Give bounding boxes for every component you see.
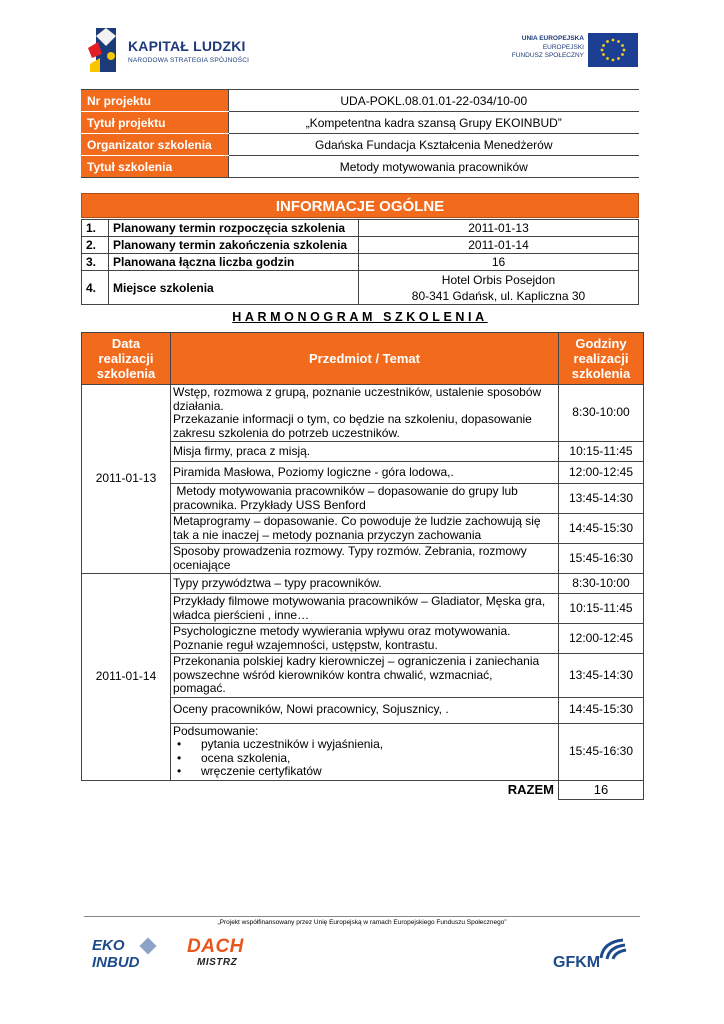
bullet-text: wręczenie certyfikatów xyxy=(201,764,322,778)
total-value: 16 xyxy=(559,780,644,799)
topic-cell xyxy=(171,514,559,544)
summary-bullet xyxy=(173,765,556,779)
eu-line3: FUNDUSZ SPOŁECZNY xyxy=(511,52,584,59)
ekoinbud-line1: EKO xyxy=(92,937,125,954)
general-num: 1. xyxy=(82,220,109,237)
project-info-table xyxy=(81,89,639,178)
topic-cell xyxy=(171,624,559,654)
general-label: Planowana łączna liczba godzin xyxy=(109,254,359,271)
dach-mistrz-line2: MISTRZ xyxy=(197,957,238,968)
topic-line: Metody motywowania pracowników – dopasowanie do grupy lub xyxy=(173,484,518,498)
topic-line: działania. xyxy=(173,398,224,413)
topic-line: Przekazanie informacji o tym, co będzie na szkoleniu, dopasowanie xyxy=(173,412,532,426)
summary-intro: Podsumowanie: xyxy=(173,723,259,738)
topic-line: Psychologiczne metody wywierania wpływu oraz motywowania. xyxy=(173,624,511,638)
bullet-text: ocena szkolenia, xyxy=(201,750,291,765)
eu-line2: EUROPEJSKI xyxy=(542,43,584,51)
topic-line: zakresu szkolenia do potrzeb uczestników. xyxy=(173,425,400,440)
project-row xyxy=(81,134,639,156)
gfkm-logo xyxy=(553,938,633,974)
project-row xyxy=(81,156,639,178)
table-row xyxy=(82,574,644,594)
topic-line: powszechne wśród kierowników kontra chwalić, wzmacniać, xyxy=(173,667,493,682)
summary-bullet xyxy=(173,738,556,752)
eu-logo xyxy=(508,33,638,69)
venue-line2: 80-341 Gdańsk, ul. Kapliczna 30 xyxy=(411,288,586,303)
footer-divider xyxy=(84,916,640,917)
general-row xyxy=(82,254,639,271)
hours-cell: 14:45-15:30 xyxy=(559,697,644,723)
project-row xyxy=(81,90,639,112)
schedule-table xyxy=(81,332,644,800)
topic-line: Piramida Masłowa, Poziomy logiczne - góra lodowa,. xyxy=(173,464,454,479)
hours-cell: 10:15-11:45 xyxy=(559,594,644,624)
day1-date: 2011-01-13 xyxy=(82,385,171,574)
col-topic-header: Przedmiot / Temat xyxy=(171,333,559,385)
project-label: Tytuł projektu xyxy=(81,112,228,134)
topic-cell xyxy=(171,654,559,698)
hours-cell: 12:00-12:45 xyxy=(559,624,644,654)
topic-cell xyxy=(171,484,559,514)
table-row xyxy=(82,385,644,442)
col-date-line: szkolenia xyxy=(96,366,156,381)
topic-line: Poznanie reguł wzajemności, ustępstw, kontrastu. xyxy=(173,637,438,652)
general-value: 2011-01-14 xyxy=(359,237,639,254)
topic-cell xyxy=(171,442,559,462)
general-info-table xyxy=(81,219,639,305)
topic-cell xyxy=(171,723,559,780)
general-row xyxy=(82,271,639,305)
general-info-heading: INFORMACJE OGÓLNE xyxy=(81,193,639,218)
topic-line: Oceny pracowników, Nowi pracownicy, Sojusznicy, . xyxy=(173,702,449,717)
col-hours-line: szkolenia xyxy=(571,366,631,381)
hours-cell: 13:45-14:30 xyxy=(559,654,644,698)
hours-cell: 15:45-16:30 xyxy=(559,544,644,574)
kapital-ludzki-logo xyxy=(88,26,258,76)
col-hours-line: Godziny xyxy=(575,336,627,351)
col-date-header xyxy=(82,333,171,385)
col-date-line: Data xyxy=(111,336,141,351)
ekoinbud-diamond-icon xyxy=(140,938,157,955)
topic-line: Przekonania polskiej kadry kierowniczej – ograniczenia i zaniechania xyxy=(173,654,540,668)
project-value: Metody motywowania pracowników xyxy=(228,156,639,178)
general-value: 2011-01-13 xyxy=(359,220,639,237)
topic-line: Typy przywództwa – typy pracowników. xyxy=(173,575,382,590)
bullet-icon: • xyxy=(177,764,182,778)
eu-flag-icon xyxy=(588,33,638,67)
project-value: Gdańska Fundacja Kształcenia Menedżerów xyxy=(228,134,639,156)
general-label: Miejsce szkolenia xyxy=(109,271,359,305)
general-num: 2. xyxy=(82,237,109,254)
kapital-ludzki-subtitle: NARODOWA STRATEGIA SPÓJNOŚCI xyxy=(128,57,250,64)
topic-line: tak a nie inaczej – metody poznania przyczyn zachowania xyxy=(173,527,482,542)
summary-bullet xyxy=(173,752,556,766)
project-row xyxy=(81,112,639,134)
hours-cell: 14:45-15:30 xyxy=(559,514,644,544)
topic-cell xyxy=(171,385,559,442)
general-row xyxy=(82,237,639,254)
kapital-ludzki-icon xyxy=(88,26,124,74)
col-hours-line: realizacji xyxy=(573,351,629,366)
schedule-header-row xyxy=(82,333,644,385)
total-row xyxy=(82,780,644,799)
topic-line: władca pierścieni , inne… xyxy=(173,607,310,622)
topic-line: oceniające xyxy=(173,557,231,572)
eu-line1: UNIA EUROPEJSKA xyxy=(521,35,584,42)
total-spacer xyxy=(82,780,171,799)
general-label: Planowany termin rozpoczęcia szkolenia xyxy=(109,220,359,237)
bullet-icon: • xyxy=(177,750,182,765)
topic-cell xyxy=(171,574,559,594)
general-num: 4. xyxy=(82,271,109,305)
ekoinbud-line2: INBUD xyxy=(92,954,140,971)
bullet-icon: • xyxy=(177,737,182,751)
hours-cell: 13:45-14:30 xyxy=(559,484,644,514)
general-value: 16 xyxy=(359,254,639,271)
col-date-line: realizacji xyxy=(98,351,154,366)
eu-logo-text xyxy=(512,35,584,61)
project-value: UDA-POKL.08.01.01-22-034/10-00 xyxy=(228,90,639,112)
col-hours-header xyxy=(559,333,644,385)
kapital-ludzki-title: KAPITAŁ LUDZKI xyxy=(128,38,246,54)
dach-mistrz-line1: DACH xyxy=(187,936,244,957)
day2-date: 2011-01-14 xyxy=(82,574,171,781)
topic-line: Misja firmy, praca z misją. xyxy=(173,443,311,458)
schedule-title: HARMONOGRAM SZKOLENIA xyxy=(232,310,488,324)
hours-cell: 8:30-10:00 xyxy=(559,385,644,442)
dach-mistrz-logo xyxy=(183,936,273,974)
topic-line: Sposoby prowadzenia rozmowy. Typy rozmów. Zebrania, rozmowy xyxy=(173,544,527,558)
general-num: 3. xyxy=(82,254,109,271)
total-label: RAZEM xyxy=(507,782,554,797)
hours-cell: 8:30-10:00 xyxy=(559,574,644,594)
hours-cell: 10:15-11:45 xyxy=(559,442,644,462)
topic-line: pomagać. xyxy=(173,681,226,695)
topic-cell xyxy=(171,594,559,624)
topic-line: pracownika. Przykłady USS Benford xyxy=(173,497,366,512)
hours-cell: 12:00-12:45 xyxy=(559,462,644,484)
general-value xyxy=(359,271,639,305)
project-value: „Kompetentna kadra szansą Grupy EKOINBUD” xyxy=(228,112,639,134)
gfkm-globe-icon xyxy=(597,938,627,960)
topic-cell xyxy=(171,462,559,484)
gfkm-text: GFKM xyxy=(553,954,601,971)
project-label: Organizator szkolenia xyxy=(81,134,228,156)
ekoinbud-logo xyxy=(92,937,162,973)
topic-line: Przykłady filmowe motywowania pracowników – Gladiator, Męska gra, xyxy=(173,594,546,608)
bullet-text: pytania uczestników i wyjaśnienia, xyxy=(201,737,384,751)
topic-cell xyxy=(171,544,559,574)
venue-line1: Hotel Orbis Posejdon xyxy=(441,272,556,287)
project-label: Tytuł szkolenia xyxy=(81,156,228,178)
general-row xyxy=(82,220,639,237)
topic-cell xyxy=(171,697,559,723)
hours-cell: 15:45-16:30 xyxy=(559,723,644,780)
general-label: Planowany termin zakończenia szkolenia xyxy=(109,237,359,254)
topic-line: Metaprogramy – dopasowanie. Co powoduje że ludzie zachowują się xyxy=(173,514,541,528)
topic-line: Wstęp, rozmowa z grupą, poznanie uczestników, ustalenie sposobów xyxy=(173,385,542,399)
footer-note: „Projekt współfinansowany przez Unię Europejską w ramach Europejskiego Funduszu Społecznego” xyxy=(217,919,507,926)
project-label: Nr projektu xyxy=(81,90,228,112)
